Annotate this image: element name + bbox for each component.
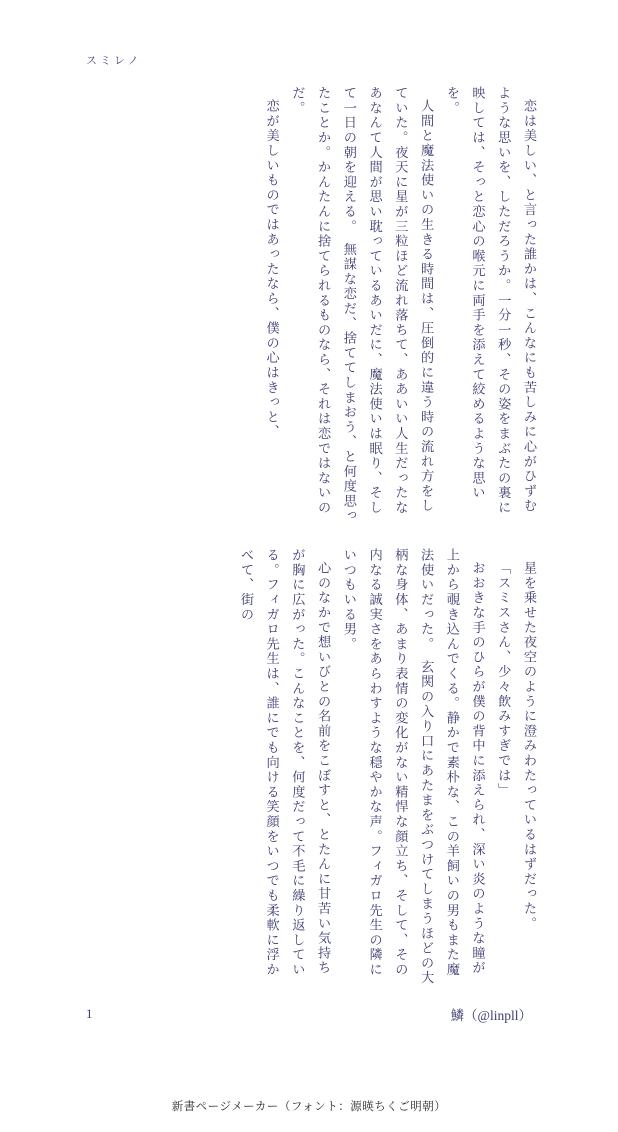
- paragraph: 星を乗せた夜空のように澄みわたっているはずだった。: [522, 561, 537, 932]
- upper-text-column: [259, 86, 542, 526]
- colophon: 新書ページメーカー（フォント：源暎ちくご明朝）: [171, 1101, 447, 1113]
- paragraph: 恋は美しい、と言った誰かは、こんなにも苦しみに心がひずむような思いを、しただろうか。一分一秒、その姿をまぶたの裏に映しては、そっと恋心の喉元に両手を添えて絞めるような思いを。: [444, 86, 537, 516]
- paragraph: 恋が美しいものではあったなら、僕の心はきっと、: [264, 99, 280, 440]
- paragraph: おおきな手のひらが僕の背中に添えられ、深い炎のような瞳が上から覗き込んでくる。静かで素朴な、この羊飼いの男もまた魔法使いだった。 玄関の入り口にあたまをぶつけてしまうほどの大柄な身体、あまり表情の変化がない精悍な顔立ち、そして、その内なる誠実さをあらわすような穏やかな声。フィガロ先生の隣にいつもいる男。: [341, 548, 486, 986]
- page-number: 1: [86, 1006, 93, 1021]
- paragraph: 「スミスさん、少々飲みすぎでは」: [496, 561, 512, 798]
- running-head: スミレノ: [86, 55, 142, 67]
- byline: 鱗（@linpll）: [450, 1008, 532, 1023]
- paragraph: 心のなかで想いびとの名前をこぼすと、とたんに甘苦い気持ちが胸に広がった。こんなことを、何度だって不毛に繰り返している。フィガロ先生は、誰にでも向ける笑顔をいつでも柔軟に浮かべて、街の: [238, 548, 332, 978]
- paragraph: 人間と魔法使いの生きる時間は、圧倒的に違う時の流れ方をしていた。夜天に星が三粒ほど流れ落ちて、ああいい人生だったなあなんて人間が思い耽っているあいだに、魔法使いは眠り、そして一日の朝を迎える。 無謀な恋だ、捨ててしまおう、と何度思ったことか。かんたんに捨てられるものなら、それは恋ではないのだ。: [290, 86, 435, 524]
- lower-text-column: [233, 548, 542, 988]
